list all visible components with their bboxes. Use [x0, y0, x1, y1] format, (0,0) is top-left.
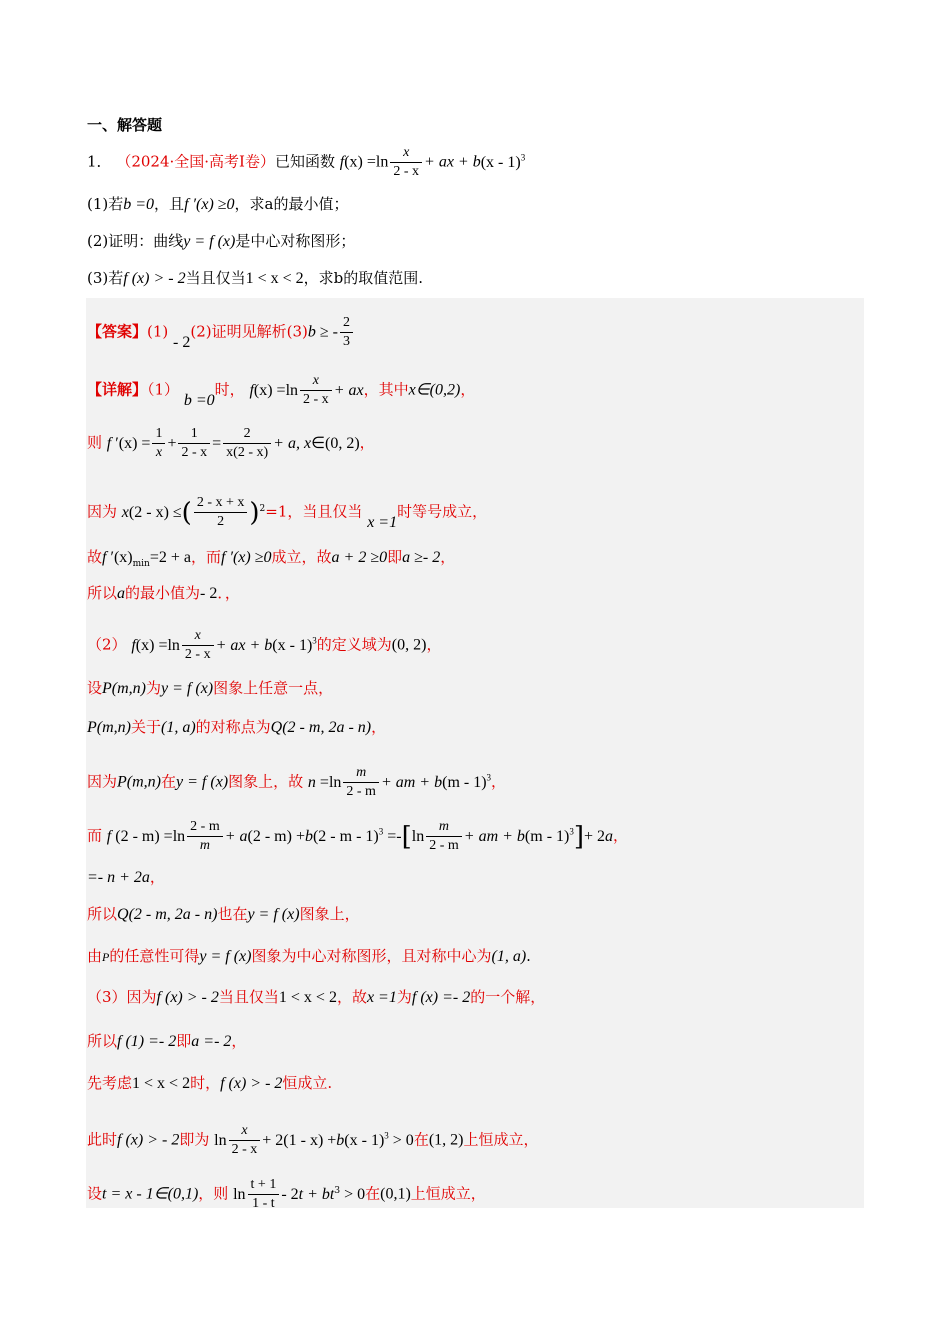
- detail-line-3: 因为 x(2 - x) ≤( $\frac{2 - x + x}{2}$ )$^2$=1，当且仅当 x =1时等号成立，: [87, 495, 488, 531]
- question-part-2: (2)证明：曲线y = f (x)是中心对称图形；: [87, 232, 356, 250]
- detail-line-10: 而 f (2 - m) =ln $\frac{2 - m}{m}$ + a(2 - m) +b(2 - m - 1)$^3$ =-[ln $\frac{m}{2 - m}$ + am + b(m - 1)$^3$]+ 2a，: [87, 819, 629, 853]
- detail-line-6: （2） f(x) =ln $\frac{x}{2 - x}$ + ax + b(x - 1)$^3$的定义域为(0, 2)，: [87, 628, 442, 662]
- detail-line-13: 由P的任意性可得y = f (x)图象为中心对称图形，且对称中心为(1, a).: [87, 947, 531, 965]
- detail-line-8: P(m,n)关于(1, a)的对称点为Q(2 - m, 2a - n)，: [87, 718, 387, 736]
- question-source: （2024·全国·高考Ⅰ卷）: [116, 152, 275, 171]
- question-part-1: (1)若b =0，且f ′(x) ≥0，求a的最小值；: [87, 195, 349, 213]
- detail-line-2: 则 f ′(x) = $\frac{1}{x}$ + $\frac{1}{2 - x}$ = $\frac{2}{x(2 - x)}$ + a, x∈(0, 2)，: [87, 426, 375, 460]
- detail-line-9: 因为P(m,n)在y = f (x)图象上，故 n =ln $\frac{m}{2 - m}$ + am + b(m - 1)$^3$，: [87, 765, 507, 799]
- detail-line-15: 所以f (1) =- 2即a =- 2，: [87, 1032, 247, 1050]
- detail-line-11: =- n + 2a，: [87, 868, 165, 886]
- detail-line-5: 所以a的最小值为- 2．，: [87, 584, 240, 602]
- detail-line-4: 故f $'(x)_{min}=2 + a$，而f ′(x) ≥0成立，故a + 2 ≥0即a ≥- 2，: [87, 548, 456, 569]
- detail-line-16: 先考虑1 < x < 2时，f (x) > - 2恒成立.: [87, 1074, 333, 1092]
- detail-line-17: 此时f (x) > - 2即为 ln $\frac{x}{2 - x}$ + 2(1 - x) +b(x - 1)$^3$ > 0在(1, 2)上恒成立，: [87, 1123, 539, 1157]
- detail-line-18: 设t = x - 1∈(0,1)，则 ln $\frac{t + 1}{1 - t}$ - $2t + bt^3 > 0$在(0,1)上恒成立，: [87, 1177, 486, 1211]
- answer-line: 【答案】(1) - 2(2)证明见解析(3)b ≥ - $\frac{2}{3}$: [87, 314, 355, 351]
- question-part-3: (3)若f (x) > - 2当且仅当1 < x < 2，求b的取值范围.: [87, 269, 424, 287]
- detail-line-7: 设P(m,n)为y = f (x)图象上任意一点，: [87, 679, 334, 697]
- detail-line-1: 【详解】（1） b =0时， f(x) =ln $\frac{x}{2 - x}$ + ax，其中x∈(0,2)，: [87, 373, 476, 409]
- section-title: 一、解答题: [87, 116, 163, 134]
- detail-line-14: （3）因为f (x) > - 2当且仅当1 < x < 2，故x =1为f (x) =- 2的一个解，: [87, 988, 546, 1006]
- question-stem: 1． （2024·全国·高考Ⅰ卷）已知函数 f(x) =ln $\frac{x}{2 - x}$ + ax + b(x - 1)$^3$: [87, 145, 526, 179]
- detail-line-12: 所以Q(2 - m, 2a - n)也在y = f (x)图象上，: [87, 905, 360, 923]
